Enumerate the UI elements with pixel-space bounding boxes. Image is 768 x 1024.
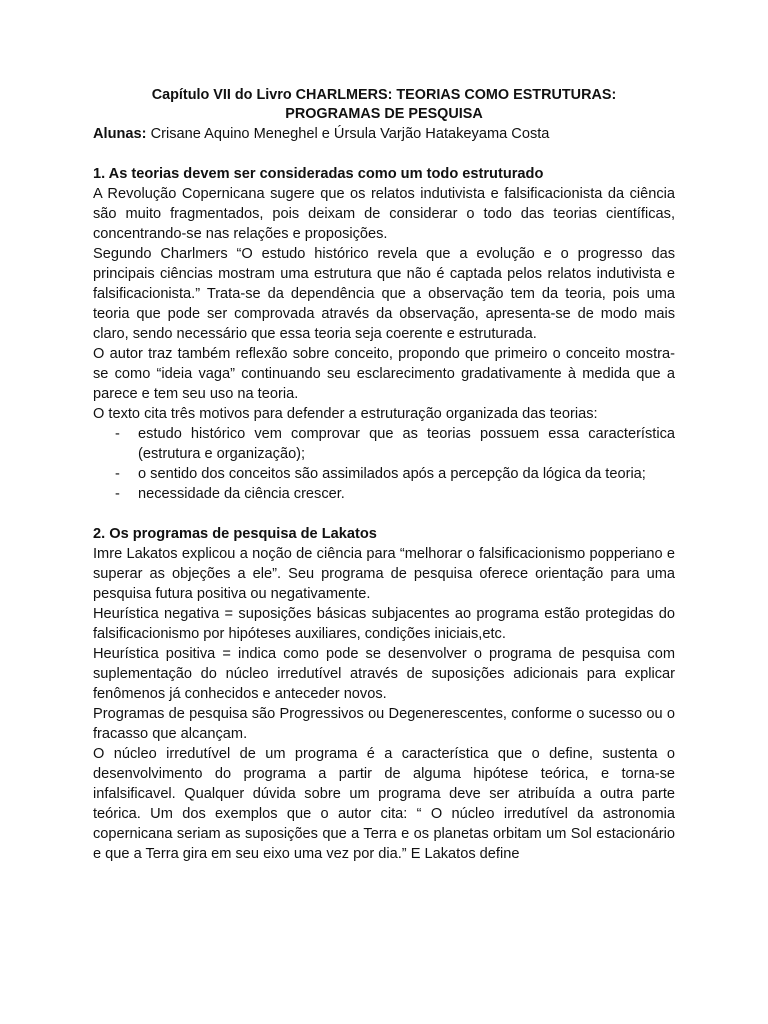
section-1-paragraph-1: A Revolução Copernicana sugere que os relatos indutivista e falsificacionista da ciência são muito fragmentados, pois deixam de considerar o todo das teorias científicas, concentrando-se nas relações e proposições. [93, 186, 675, 242]
section-1-paragraph-3: O autor traz também reflexão sobre conceito, propondo que primeiro o conceito mostra-se como “ideia vaga” continuando seu esclarecimento gradativamente à medida que a parece e tem seu uso na teoria. [93, 346, 675, 402]
section-1-paragraph-4: O texto cita três motivos para defender a estruturação organizada das teorias: [93, 406, 598, 422]
section-spacer [93, 504, 675, 524]
document-title-line-1: Capítulo VII do Livro CHARLMERS: TEORIAS COMO ESTRUTURAS: [151, 87, 617, 103]
list-item: - o sentido dos conceitos são assimilados após a percepção da lógica da teoria; [93, 464, 675, 484]
authors-label: Alunas: [93, 126, 147, 142]
authors-line [93, 124, 675, 144]
section-2-paragraph-5: O núcleo irredutível de um programa é a característica que o define, sustenta o desenvolvimento do programa a partir de alguma hipótese teórica, e torna-se infalsificavel. Qualquer dúvida sobre um programa deve ser atribuída a outra parte teórica. Um dos exemplos que o autor cita: “ O núcleo irredutível da astronomia copernicana seriam as suposições que a Terra e os planetas orbitam um Sol estacionário e que a Terra gira em seu eixo uma vez por dia.” E Lakatos define [93, 746, 675, 862]
section-2-paragraph-2: Heurística negativa = suposições básicas subjacentes ao programa estão protegidas do falsificacionismo por hipóteses auxiliares, condições iniciais,etc. [93, 606, 675, 642]
section-2-paragraph-3: Heurística positiva = indica como pode se desenvolver o programa de pesquisa com suplementação do núcleo irredutível através de suposições adicionais para explicar fenômenos já conhecidos e anteceder novos. [93, 646, 675, 702]
section-2-paragraph-4: Programas de pesquisa são Progressivos ou Degenerescentes, conforme o sucesso ou o fracasso que alcançam. [93, 706, 675, 742]
section-2-heading: 2. Os programas de pesquisa de Lakatos [93, 526, 377, 542]
section-1-heading: 1. As teorias devem ser consideradas como um todo estruturado [93, 166, 544, 182]
section-1-paragraph-2: Segundo Charlmers “O estudo histórico revela que a evolução e o progresso das principais ciências mostram uma estrutura que não é captada pelos relatos indutivista e falsificacionista.” Trata-se da dependência que a observação tem da teoria, pois uma teoria que pode ser comprovada através da observação, apresenta-se de modo mais claro, sendo necessário que essa teoria seja coerente e estruturada. [93, 246, 675, 342]
list-item: - necessidade da ciência crescer. [93, 484, 675, 504]
authors-names: Crisane Aquino Meneghel e Úrsula Varjão Hatakeyama Costa [146, 126, 550, 142]
section-2-paragraph-1: Imre Lakatos explicou a noção de ciência para “melhorar o falsificacionismo popperiano e superar as objeções a ele”. Seu programa de pesquisa oferece orientação para uma pesquisa futura positiva ou negativamente. [93, 546, 675, 602]
document-title-line-2: PROGRAMAS DE PESQUISA [285, 106, 483, 122]
reasons-list [93, 424, 675, 504]
list-item: - estudo histórico vem comprovar que as teorias possuem essa característica (estrutura e organização); [93, 424, 675, 464]
